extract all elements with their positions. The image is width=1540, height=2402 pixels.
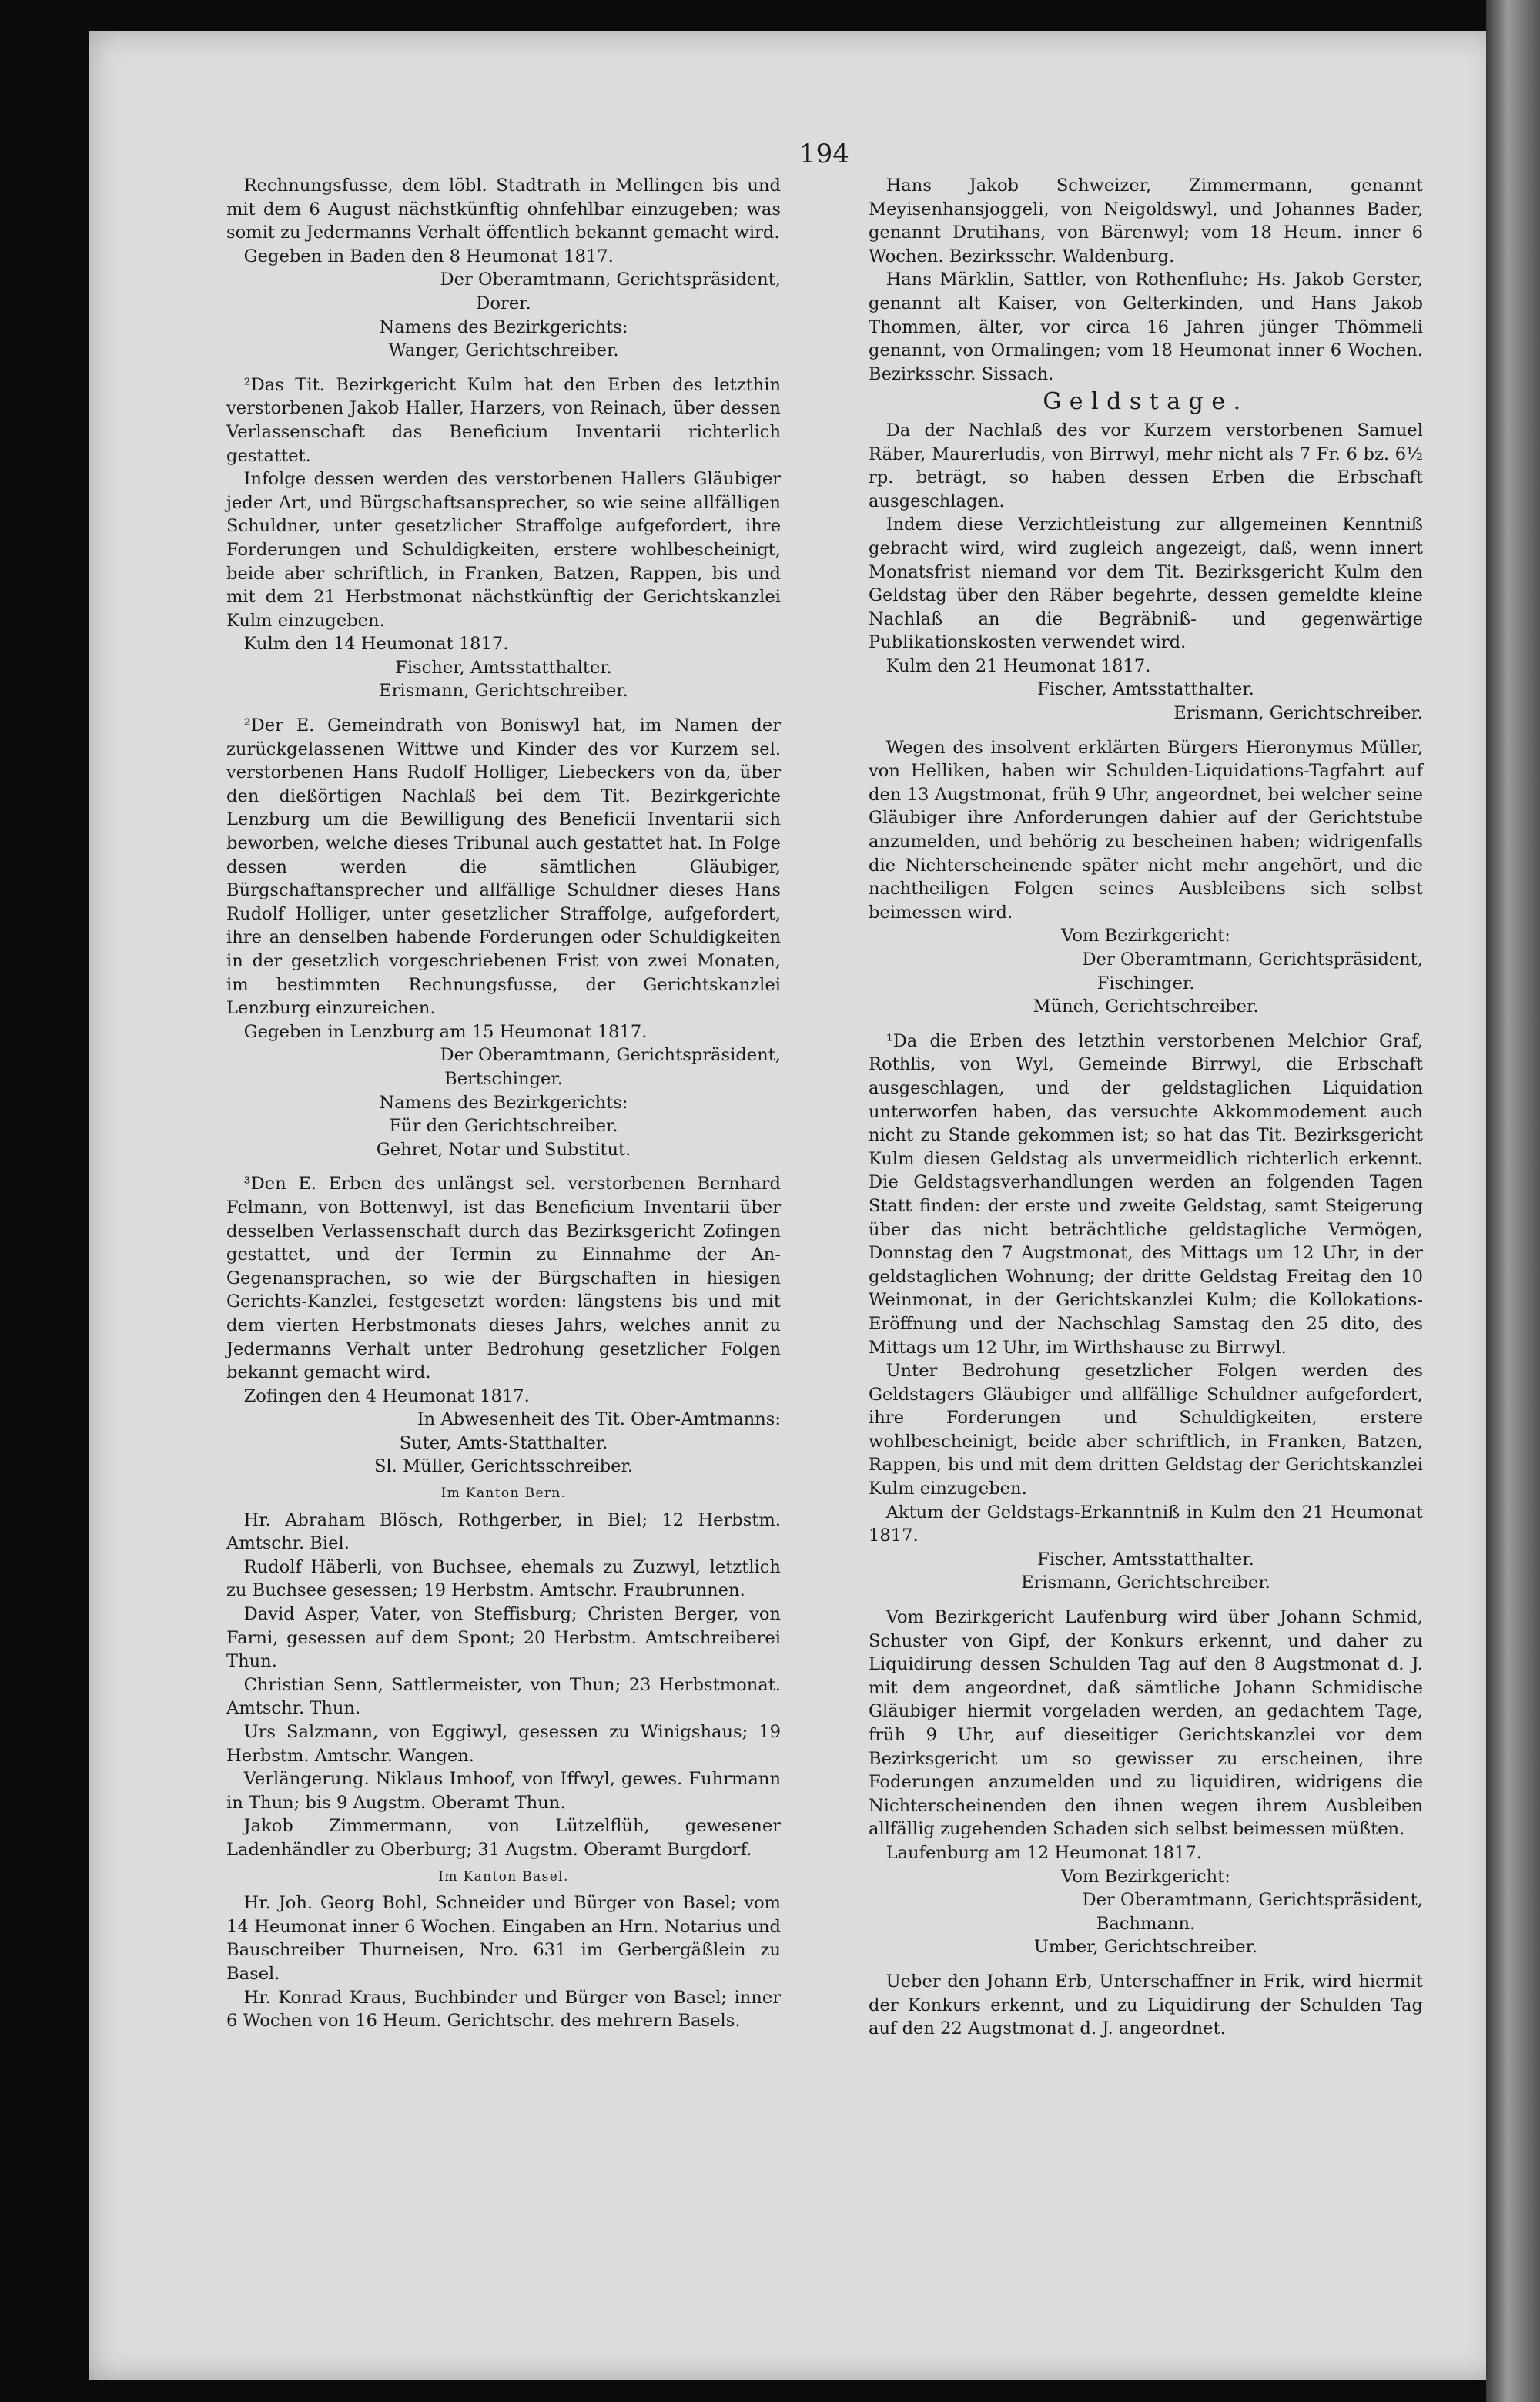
spacer xyxy=(869,725,1423,736)
text-line: Gegeben in Lenzburg am 15 Heumonat 1817. xyxy=(243,1021,648,1042)
text-line: ³Den E. Erben des unlängst sel. verstorbenen Bernhard Felmann, von Bottenwyl, ist das Beneficium Inventarii über desselben Verlassenschaft durch das Bezirksgericht Zofingen gestattet, und der Termin zu Einnahme der An- Gegenansprachen, so wie der Bürgschaften in hiesigen Gerichts-Kanzlei, festgesetzt worden: längstens bis und mit dem vierten Herbstmonats dieses Jahrs, welches annit zu Jedermanns Verhalt unter Bedrohung gesetzlicher Folgen bekannt gemacht wird. xyxy=(226,1174,781,1383)
text-line: Kulm den 21 Heumonat 1817. xyxy=(886,655,1151,676)
text-line: Vom Bezirkgericht: xyxy=(1061,926,1230,946)
text-line: Bertschinger. xyxy=(444,1068,563,1089)
text-line: Im Kanton Bern. xyxy=(440,1486,567,1502)
text-line: Hans Jakob Schweizer, Zimmermann, genannt Meyisenhansjoggeli, von Neigoldswyl, und Johannes Bader, genannt Drutihans, von Bärenwyl; vom 18 Heum. inner 6 Wochen. Bezirksschr. Waldenburg. xyxy=(869,176,1423,266)
left-column xyxy=(226,174,781,2033)
text-line: Laufenburg am 12 Heumonat 1817. xyxy=(886,1842,1202,1863)
text-line: Kulm den 14 Heumonat 1817. xyxy=(243,634,509,655)
text-line: Unter Bedrohung gesetzlicher Folgen werden des Geldstagers Gläubiger und allfällige Schuldner aufgefordert, ihre Forderungen und Schuldigkeiten, erstere wohlbescheinigt, beide aber schriftlich, in Franken, Batzen, Rappen, bis und mit dem dritten Geldstag der Gerichtskanzlei Kulm einzugeben. xyxy=(869,1361,1423,1499)
text-line: Zofingen den 4 Heumonat 1817. xyxy=(243,1385,530,1406)
text-line: Umber, Gerichtschreiber. xyxy=(1033,1937,1258,1958)
text-line: Rechnungsfusse, dem löbl. Stadtrath in Mellingen bis und mit dem 6 August nächstkünftig ohnfehlbar einzugeben; was somit zu Jedermanns Verhalt öffentlich bekannt gemacht wird. xyxy=(226,176,781,243)
text-line: Hr. Abraham Blösch, Rothgerber, in Biel; 12 Herbstm. Amtschr. Biel. xyxy=(226,1509,781,1554)
text-line: Gehret, Notar und Substitut. xyxy=(376,1139,631,1160)
text-line: Namens des Bezirkgerichts: xyxy=(379,1092,628,1113)
text-line: Der Oberamtmann, Gerichtspräsident, xyxy=(440,1045,781,1066)
text-line: Bachmann. xyxy=(1096,1913,1196,1934)
text-line: Indem diese Verzichtleistung zur allgemeinen Kenntniß gebracht wird, wird zugleich angezeigt, daß, wenn innert Monatsfrist niemand vor dem Tit. Bezirksgericht Kulm den Geldstag über den Räber begehrte, dessen gemeldte kleine Nachlaß an die Begräbniß- und gegenwärtige Publikationskosten verwendet wird. xyxy=(869,514,1423,653)
text-line: Fischer, Amtsstatthalter. xyxy=(1037,1549,1254,1570)
text-line: Sl. Müller, Gerichtsschreiber. xyxy=(373,1456,634,1477)
spacer xyxy=(226,703,781,714)
text-line: Da der Nachlaß des vor Kurzem verstorbenen Samuel Räber, Maurerludis, von Birrwyl, mehr nicht als 7 Fr. 6 bz. 6½ rp. beträgt, so haben dessen Erben die Erbschaft ausgeschlagen. xyxy=(869,420,1423,511)
text-line: ¹Da die Erben des letzthin verstorbenen Melchior Graf, Rothlis, von Wyl, Gemeinde Birrwyl, die Erbschaft ausgeschlagen, und der geldstaglichen Liquidation unterworfen haben, das versuchte Akkommodement auch nicht zu Stande gekommen ist; so hat das Tit. Bezirksgericht Kulm diesen Geldstag als unvermeidlich richterlich erkennt. Die Geldstagsverhandlungen werden an folgenden Tagen Statt finden: der erste und zweite Geldstag, samt Steigerung über das nicht beträchtliche geldstagliche Vermögen, Donnstag den 7 Augstmonat, des Mittags um 12 Uhr, in der geldstaglichen Wohnung; der dritte Geldstag Freitag den 10 Weinmonat, in der Gerichtskanzlei Kulm; die Kollokations-Eröffnung und der Nachschlag Samstag den 25 dito, des Mittags um 12 Uhr, im Wirthshause zu Birrwyl. xyxy=(869,1030,1423,1358)
text-line: Dorer. xyxy=(476,293,531,313)
text-line: Der Oberamtmann, Gerichtspräsident, xyxy=(440,270,781,290)
text-line: Erismann, Gerichtschreiber. xyxy=(1021,1573,1270,1593)
text-line: ²Das Tit. Bezirkgericht Kulm hat den Erben des letzthin verstorbenen Jakob Haller, Harzers, von Reinach, über dessen Verlassenschaft das Beneficium Inventarii richterlich gestattet. xyxy=(226,374,781,466)
spacer xyxy=(869,1959,1423,1970)
text-line: Rudolf Häberli, von Buchsee, ehemals zu Zuzwyl, letztlich zu Buchsee gesessen; 19 Herbstm. Amtschr. Fraubrunnen. xyxy=(226,1556,781,1601)
text-line: Erismann, Gerichtschreiber. xyxy=(379,681,628,702)
text-line: Für den Gerichtschreiber. xyxy=(389,1116,618,1137)
text-line: Hr. Joh. Georg Bohl, Schneider und Bürger von Basel; vom 14 Heumonat inner 6 Wochen. Eingaben an Hrn. Notarius und Bauschreiber Thurneisen, Nro. 631 im Gerbergäßlein zu Basel. xyxy=(226,1893,781,1984)
text-line: Vom Bezirkgericht Laufenburg wird über Johann Schmid, Schuster von Gipf, der Konkurs erkennt, und daher zu Liquidirung dessen Schulden Tag auf den 8 Augstmonat d. J. mit dem angeordnet, daß sämtliche Johann Schmidische Gläubiger hiermit vorgeladen werden, an gedachtem Tage, früh 9 Uhr, auf dieseitiger Gerichtskanzlei vor dem Bezirksgericht um so gewisser zu erscheinen, ihre Foderungen anzumelden und zu liquidiren, widrigens die Nichterscheinenden den ihnen wegen ihrem Ausbleiben allfällig zugehenden Schaden sich selbst beimessen müßten. xyxy=(869,1607,1423,1840)
right-column xyxy=(869,174,1423,2041)
text-line: In Abwesenheit des Tit. Ober-Amtmanns: xyxy=(417,1409,781,1430)
text-line: ²Der E. Gemeindrath von Boniswyl hat, im Namen der zurückgelassenen Wittwe und Kinder des vor Kurzem sel. verstorbenen Hans Rudolf Holliger, Liebeckers von da, über den dießörtigen Nachlaß bei dem Tit. Bezirkgerichte Lenzburg um die Bewilligung des Beneficii Inventarii sich beworben, welche dieses Tribunal auch gestattet hat. In Folge dessen werden die sämtlichen Gläubiger, Bürgschaftansprecher und allfällige Schuldner dieses Hans Rudolf Holliger, unter gesetzlicher Straffolge, aufgefordert, ihre an denselben habende Forderungen oder Schuldigkeiten in der gesetzlich vorgeschriebenen Frist von zwei Monaten, im bestimmten Rechnungsfusse, der Gerichtskanzlei Lenzburg einzureichen. xyxy=(226,715,781,1019)
text-line: Hr. Konrad Kraus, Buchbinder und Bürger von Basel; inner 6 Wochen von 16 Heum. Gerichtschr. des mehrern Basels. xyxy=(226,1987,781,2032)
text-line: Gegeben in Baden den 8 Heumonat 1817. xyxy=(243,246,614,266)
spacer xyxy=(869,1595,1423,1606)
text-line: Vom Bezirkgericht: xyxy=(1061,1866,1230,1887)
text-line: Aktum der Geldstags-Erkanntniß in Kulm den 21 Heumonat 1817. xyxy=(869,1502,1423,1546)
text-line: Hans Märklin, Sattler, von Rothenfluhe; Hs. Jakob Gerster, genannt alt Kaiser, von Gelterkinden, und Hans Jakob Thommen, älter, vor circa 16 Jahren jünger Thömmeli genannt, von Ormalingen; vom 18 Heumonat inner 6 Wochen. Bezirksschr. Sissach. xyxy=(869,270,1423,384)
text-line: Fischer, Amtsstatthalter. xyxy=(395,657,612,678)
book-binding-edge xyxy=(1486,0,1540,2402)
text-line: Im Kanton Basel. xyxy=(438,1868,569,1884)
text-line: Fischer, Amtsstatthalter. xyxy=(1037,679,1254,700)
section-heading: Geldstage. xyxy=(1043,388,1249,416)
text-line: Suter, Amts-Statthalter. xyxy=(399,1432,608,1453)
text-line: Erismann, Gerichtschreiber. xyxy=(1173,703,1423,724)
text-line: Jakob Zimmermann, von Lützelflüh, gewesener Ladenhändler zu Oberburg; 31 Augstm. Oberamt Burgdorf. xyxy=(226,1816,781,1860)
text-line: Wanger, Gerichtschreiber. xyxy=(388,340,619,361)
text-line: Urs Salzmann, von Eggiwyl, gesessen zu Winigshaus; 19 Herbstm. Amtschr. Wangen. xyxy=(226,1722,781,1766)
page-number: 194 xyxy=(799,139,849,169)
text-line: Wegen des insolvent erklärten Bürgers Hieronymus Müller, von Helliken, haben wir Schulden-Liquidations-Tagfahrt auf den 13 Augstmonat, früh 9 Uhr, angeordnet, bei welcher seine Gläubiger ihre Anforderungen dahier auf der Gerichtstube anzumelden, und behörig zu bescheinen haben; widrigenfalls die Nichterscheinende später nicht mehr angehört, und die nachtheiligen Folgen seines Ausbleibens sich selbst beimessen wird. xyxy=(869,737,1423,923)
spacer xyxy=(869,1019,1423,1030)
text-line: Namens des Bezirkgerichts: xyxy=(379,317,628,337)
text-line: Der Oberamtmann, Gerichtspräsident, xyxy=(1082,1890,1423,1911)
text-line: Der Oberamtmann, Gerichtspräsident, xyxy=(1082,950,1423,970)
text-line: Münch, Gerichtschreiber. xyxy=(1033,997,1259,1017)
text-line: David Asper, Vater, von Steffisburg; Christen Berger, von Farni, gesessen auf dem Spont; 20 Herbstm. Amtschreiberei Thun. xyxy=(226,1604,781,1672)
text-line: Christian Senn, Sattlermeister, von Thun; 23 Herbstmonat. Amtschr. Thun. xyxy=(226,1674,781,1719)
text-line: Verlängerung. Niklaus Imhoof, von Iffwyl, gewes. Fuhrmann in Thun; bis 9 Augstm. Oberamt Thun. xyxy=(226,1769,781,1813)
text-line: Fischinger. xyxy=(1096,973,1195,993)
spacer xyxy=(226,363,781,374)
text-line: Infolge dessen werden des verstorbenen Hallers Gläubiger jeder Art, und Bürgschaftsansprecher, so wie seine allfälligen Schuldner, unter gesetzlicher Straffolge aufgefordert, ihre Forderungen und Schuldigkeiten, erstere wohlbescheinigt, beide aber schriftlich, in Franken, Batzen, Rappen, bis und mit dem 21 Herbstmonat nächstkünftig der Gerichtskanzlei Kulm einzugeben. xyxy=(226,469,781,631)
text-line: Ueber den Johann Erb, Unterschaffner in Frik, wird hiermit der Konkurs erkennt, und zu Liquidirung der Schulden Tag auf den 22 Augstmonat d. J. angeordnet. xyxy=(869,1971,1423,2039)
spacer xyxy=(226,1161,781,1172)
